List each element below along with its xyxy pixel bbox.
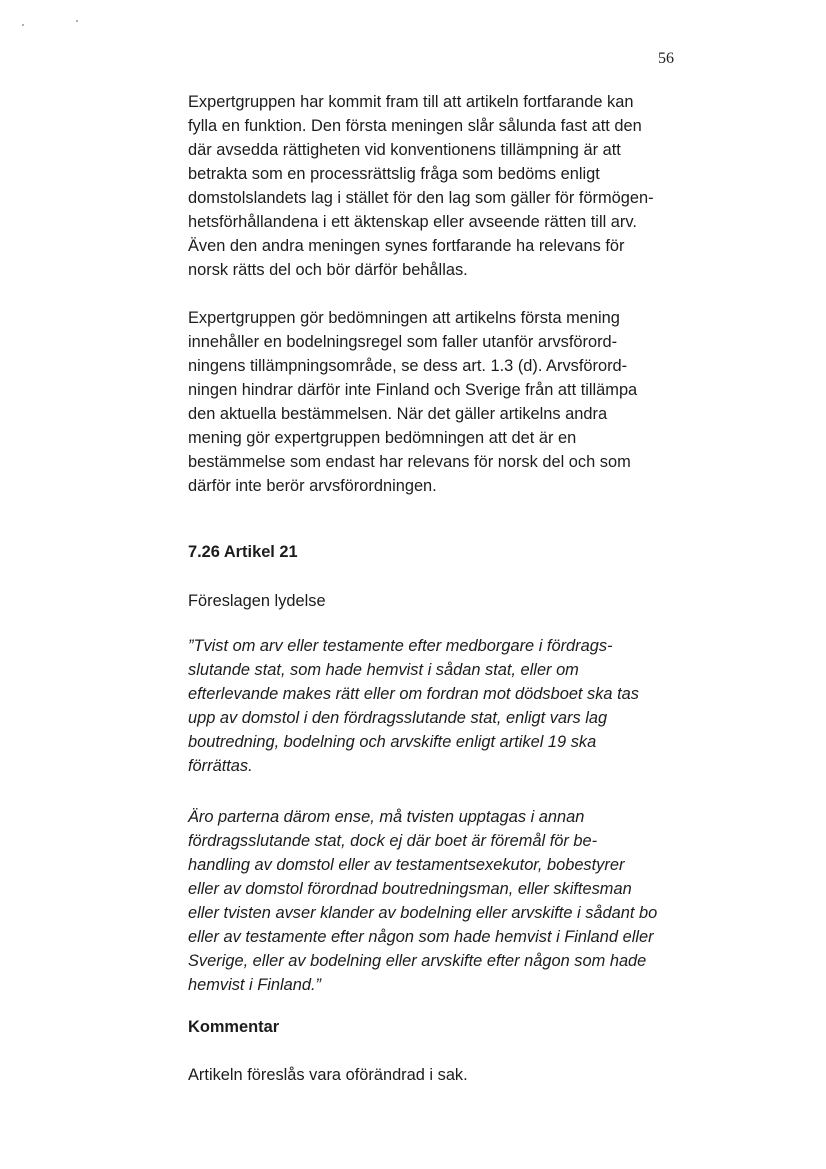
quote-line: eller av domstol förordnad boutredningsman, eller skiftesman <box>188 880 632 898</box>
quote-line: upp av domstol i den fördragsslutande stat, enligt vars lag <box>188 709 608 727</box>
paragraph-2 <box>188 306 708 498</box>
page-number: 56 <box>658 50 674 67</box>
proposed-wording-label: Föreslagen lydelse <box>188 592 326 610</box>
quote-line: boutredning, bodelning och arvskifte enligt artikel 19 ska <box>188 733 597 751</box>
quote-line: eller tvisten avser klander av bodelning eller arvskifte i sådant bo <box>188 904 658 922</box>
quote-line: efterlevande makes rätt eller om fordran mot dödsboet ska tas <box>188 685 639 703</box>
paragraph-line: den aktuella bestämmelsen. När det gäller artikelns andra <box>188 405 608 423</box>
paragraph-line: fylla en funktion. Den första meningen slår sålunda fast att den <box>188 117 642 135</box>
comment-text: Artikeln föreslås vara oförändrad i sak. <box>188 1066 468 1084</box>
paragraph-line: norsk rätts del och bör därför behållas. <box>188 261 468 279</box>
section-heading: 7.26 Artikel 21 <box>188 543 298 561</box>
paragraph-line: ningens tillämpningsområde, se dess art. 1.3 (d). Arvsförord- <box>188 357 628 375</box>
paragraph-line: innehåller en bodelningsregel som faller utanför arvsförord- <box>188 333 618 351</box>
paragraph-line: hetsförhållandena i ett äktenskap eller avseende rätten till arv. <box>188 213 637 231</box>
quote-line: Äro parterna därom ense, må tvisten upptagas i annan <box>188 808 585 826</box>
quote-paragraph-2 <box>188 805 728 997</box>
comment-heading: Kommentar <box>188 1018 280 1036</box>
paragraph-line: Expertgruppen har kommit fram till att artikeln fortfarande kan <box>188 93 634 111</box>
body-text <box>188 90 708 498</box>
paragraph-line: betrakta som en processrättslig fråga som bedöms enligt <box>188 165 600 183</box>
paragraph-line: därför inte berör arvsförordningen. <box>188 477 437 495</box>
paragraph-line: mening gör expertgruppen bedömningen att det är en <box>188 429 577 447</box>
quote-line: hemvist i Finland.” <box>188 976 321 994</box>
quote-line: slutande stat, som hade hemvist i sådan stat, eller om <box>188 661 579 679</box>
quote-paragraph-1 <box>188 634 728 778</box>
paragraph-line: Även den andra meningen synes fortfarande ha relevans för <box>188 237 625 255</box>
quote-line: förrättas. <box>188 757 253 775</box>
paragraph-line: Expertgruppen gör bedömningen att artikelns första mening <box>188 309 620 327</box>
scan-artifact <box>76 20 78 22</box>
paragraph-1 <box>188 90 708 282</box>
quote-line: eller av testamente efter någon som hade hemvist i Finland eller <box>188 928 654 946</box>
quote-line: fördragsslutande stat, dock ej där boet är föremål för be- <box>188 832 598 850</box>
quote-line: ”Tvist om arv eller testamente efter medborgare i fördrags- <box>188 637 613 655</box>
quote-line: handling av domstol eller av testamentsexekutor, bobestyrer <box>188 856 625 874</box>
paragraph-line: bestämmelse som endast har relevans för norsk del och som <box>188 453 631 471</box>
scan-artifact <box>22 24 24 26</box>
quote-line: Sverige, eller av bodelning eller arvskifte efter någon som hade <box>188 952 647 970</box>
paragraph-line: där avsedda rättigheten vid konventionens tillämpning är att <box>188 141 621 159</box>
paragraph-line: domstolslandets lag i stället för den lag som gäller för förmögen- <box>188 189 654 207</box>
paragraph-line: ningen hindrar därför inte Finland och Sverige från att tillämpa <box>188 381 638 399</box>
